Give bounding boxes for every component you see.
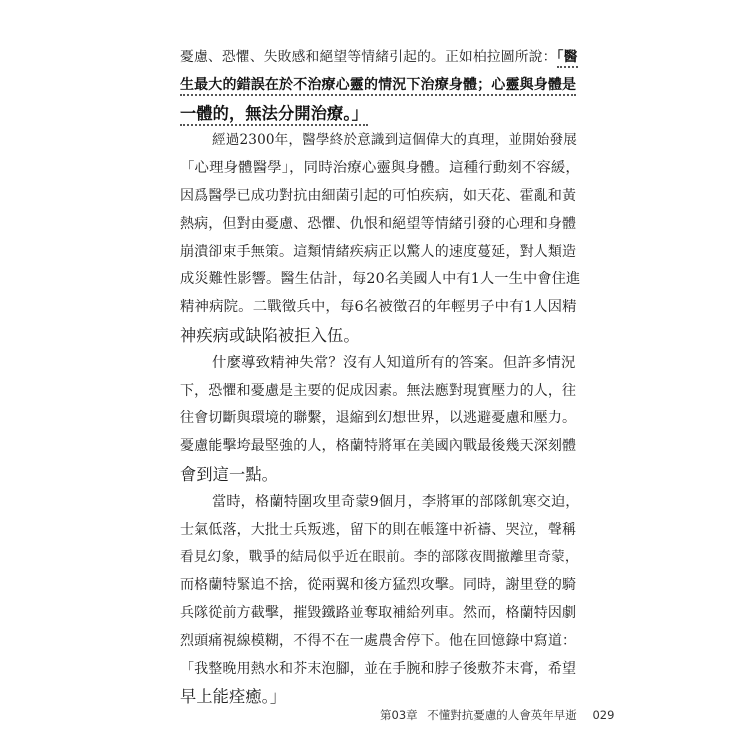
text-segment: 因爲醫學已成功對抗由細菌引起的可怕疾病，如天花、霍亂和黃 [180, 187, 577, 204]
text-segment: 而格蘭特緊追不捨，從兩翼和後方猛烈攻擊。同時，謝里登的騎 [180, 577, 577, 594]
text-segment: 早上能痊癒。」 [180, 687, 287, 707]
text-line [180, 600, 580, 628]
text-line [180, 44, 580, 72]
text-segment: 「心理身體醫學」，同時治療心靈與身體。這種行動刻不容緩， [180, 160, 580, 177]
text-segment: 「我整晚用熱水和芥末泡腳，並在手腕和脖子後敷芥末膏，希望 [180, 660, 577, 677]
text-line [180, 266, 580, 294]
text-segment: 烈頭痛視線模糊，不得不在一處農舍停下。他在回憶錄中寫道： [180, 632, 577, 649]
text-line [180, 127, 580, 155]
chapter-title: 不懂對抗憂慮的人會英年早逝 [427, 708, 577, 722]
text-segment: 下，恐懼和憂慮是主要的促成因素。無法應對現實壓力的人，往 [180, 382, 577, 399]
text-line [180, 461, 580, 489]
text-line [180, 211, 580, 239]
text-segment: 士氣低落，大批士兵叛逃，留下的則在帳篷中祈禱、哭泣，聲稱 [180, 521, 577, 538]
text-segment: 兵隊從前方截擊，摧毀鐵路並奪取補給列車。然而，格蘭特因劇 [180, 604, 577, 621]
text-segment: 看見幻象，戰爭的結局似乎近在眼前。李的部隊夜間撤離里奇蒙， [180, 549, 579, 566]
text-segment: 熱病，但對由憂慮、恐懼、仇恨和絕望等情緒引發的心理和身體 [180, 215, 577, 232]
text-segment: 憂慮能擊垮最堅強的人，格蘭特將軍在美國內戰最後幾天深刻體 [180, 438, 577, 455]
running-footer [380, 705, 620, 725]
quote-emphasis: 一體的，無法分開治療。」 [180, 104, 368, 126]
text-line [180, 322, 580, 350]
text-segment: 神疾病或缺陷被拒入伍。 [180, 325, 360, 345]
text-segment: 崩潰卻束手無策。這類情緒疾病正以驚人的速度蔓延，對人類造 [180, 243, 577, 260]
text-line [180, 656, 580, 684]
text-line [180, 489, 580, 517]
text-line [180, 378, 580, 406]
text-line [180, 100, 580, 128]
text-line [180, 239, 580, 267]
text-segment: 會到這一點。 [180, 464, 279, 484]
quote-emphasis: 生最大的錯誤在於不治療心靈的情況下治療身體；心靈與身體是 [180, 77, 576, 96]
text-segment: 成災難性影響。醫生估計，每20名美國人中有1人一生中會住進 [180, 271, 580, 288]
quote-emphasis: 「醫 [557, 49, 578, 68]
text-line [180, 544, 580, 572]
page-number: 029 [592, 708, 615, 722]
text-line [180, 433, 580, 461]
text-line [180, 517, 580, 545]
text-line [180, 405, 580, 433]
text-segment: 什麼導致精神失常？沒有人知道所有的答案。但許多情況 [212, 354, 576, 371]
text-line [180, 628, 580, 656]
chapter-label: 第03章 [380, 708, 418, 722]
text-line [180, 183, 580, 211]
text-segment: 當時，格蘭特圍攻里奇蒙9個月，李將軍的部隊飢寒交迫， [212, 493, 580, 510]
text-segment: 憂慮、恐懼、失敗感和絕望等情緒引起的。正如柏拉圖所說： [180, 49, 557, 65]
text-line [180, 155, 580, 183]
text-line [180, 350, 580, 378]
text-segment: 精神病院。二戰徵兵中，每6名被徵召的年輕男子中有1人因精 [180, 299, 577, 316]
text-line [180, 572, 580, 600]
text-segment: 經過2300年，醫學終於意識到這個偉大的真理，並開始發展 [212, 132, 578, 149]
text-line [180, 72, 580, 100]
text-segment: 往會切斷與環境的聯繫，退縮到幻想世界，以逃避憂慮和壓力。 [180, 410, 577, 427]
text-line [180, 294, 580, 322]
body-text [180, 44, 580, 711]
